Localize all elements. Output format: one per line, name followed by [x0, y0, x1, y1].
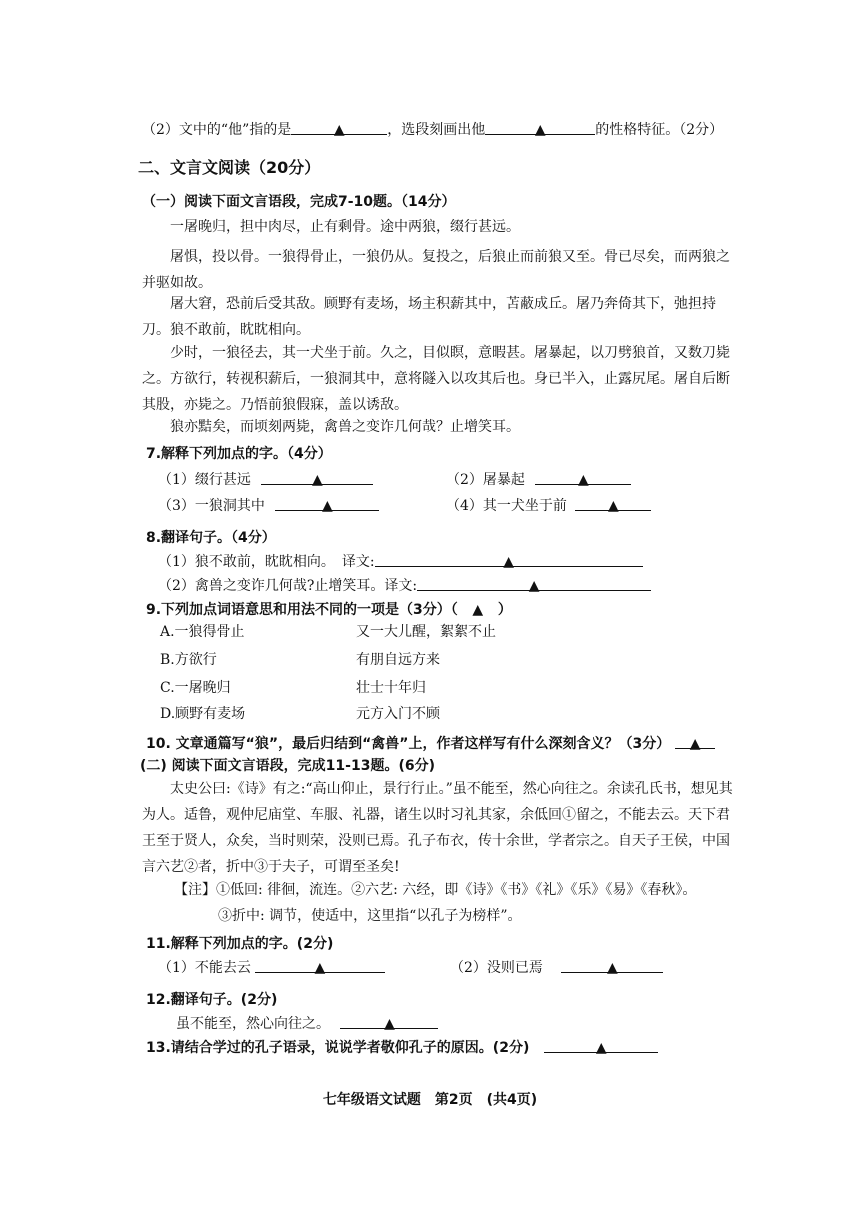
q62-post: 的性格特征。（2分）	[595, 122, 724, 138]
answer-blank[interactable]	[375, 552, 643, 570]
q7-item	[446, 496, 651, 516]
answer-triangle-icon: ▲	[314, 960, 326, 976]
answer-blank[interactable]	[561, 958, 663, 976]
q9-title-text: 9.下列加点词语意思和用法不同的一项是（3分）（	[146, 602, 458, 618]
answer-blank[interactable]	[544, 1038, 658, 1056]
passage1-paragraph: 一屠晚归，担中肉尽，止有剩骨。途中两狼，缀行甚远。	[170, 219, 520, 235]
part2-title: (二) 阅读下面文言语段，完成11-13题。(6分)	[140, 758, 435, 774]
q12-sentence	[176, 1014, 438, 1034]
answer-triangle-icon: ▲	[534, 122, 546, 138]
answer-blank[interactable]	[485, 120, 595, 138]
section-title: 二、文言文阅读（20分）	[138, 158, 321, 177]
answer-blank[interactable]	[275, 496, 379, 514]
q9-option-right: 元方入门不顾	[356, 706, 440, 722]
q9-option-left: B.方欲行	[160, 652, 217, 668]
q11-item-text: （2）没则已焉	[450, 960, 543, 976]
q62-mid: ，选段刻画出他	[387, 122, 486, 138]
q8-item	[158, 576, 651, 596]
q9-option-right: 有朋自远方来	[356, 652, 440, 668]
q62-pre: （2）文中的“他”指的是	[142, 122, 292, 138]
q8-title: 8.翻译句子。（4分）	[146, 530, 276, 546]
q10-text: 10. 文章通篇写“狼”，最后归结到“禽兽”上，作者这样写有什么深刻含义？（3分）	[146, 736, 671, 752]
answer-triangle-icon: ▲	[607, 498, 619, 514]
q9-option-left: A.一狼得骨止	[160, 624, 245, 640]
answer-blank[interactable]	[291, 120, 387, 138]
q13-text: 13.请结合学过的孔子语录，说说学者敬仰孔子的原因。(2分)	[146, 1040, 530, 1056]
q7-item-text: （1）缀行甚远	[158, 472, 251, 488]
q8-item-text: （1）狼不敢前，眈眈相向。 译文:	[158, 554, 375, 570]
q7-item	[158, 470, 373, 490]
q10	[146, 734, 715, 754]
answer-triangle-icon: ▲	[472, 602, 484, 618]
q9-option-right: 又一大儿醒，絮絮不止	[356, 624, 496, 640]
passage1-paragraph: 狼亦黠矣，而顷刻两毙，禽兽之变诈几何哉？止增笑耳。	[170, 419, 520, 435]
q9-close: ）	[497, 602, 512, 618]
q9-option-left: D.顾野有麦场	[160, 706, 246, 722]
answer-triangle-icon: ▲	[606, 960, 618, 976]
answer-blank[interactable]	[535, 470, 631, 488]
q12-title: 12.翻译句子。(2分)	[146, 992, 278, 1008]
answer-triangle-icon: ▲	[577, 472, 589, 488]
q11-item	[450, 958, 663, 978]
page-footer: 七年级语文试题 第2页 (共4页)	[322, 1092, 538, 1108]
answer-triangle-icon: ▲	[689, 736, 701, 752]
answer-blank[interactable]	[261, 470, 373, 488]
q8-item-text: （2）禽兽之变诈几何哉?止增笑耳。译文:	[158, 578, 418, 594]
q11-title: 11.解释下列加点的字。(2分)	[146, 936, 334, 952]
q12-sentence-text: 虽不能至，然心向往之。	[176, 1016, 330, 1032]
note-line: 【注】①低回: 徘徊，流连。②六艺: 六经，即《诗》《书》《礼》《乐》《易》《春秋》。	[174, 882, 697, 898]
answer-blank[interactable]	[675, 734, 715, 752]
q11-item-text: （1）不能去云	[158, 960, 251, 976]
q7-item	[158, 496, 379, 516]
answer-triangle-icon: ▲	[333, 122, 345, 138]
q7-item-text: （3）一狼洞其中	[158, 498, 265, 514]
answer-blank[interactable]	[575, 496, 651, 514]
answer-blank[interactable]	[340, 1014, 438, 1032]
q9-option-left: C.一屠晚归	[160, 680, 231, 696]
q9-title	[146, 600, 512, 620]
answer-triangle-icon: ▲	[528, 578, 540, 594]
q7-item	[446, 470, 631, 490]
q8-item	[158, 552, 643, 572]
answer-blank[interactable]	[417, 576, 651, 594]
q7-item-text: （4）其一犬坐于前	[446, 498, 567, 514]
part1-title: （一）阅读下面文言语段，完成7-10题。（14分）	[142, 194, 456, 210]
q7-title: 7.解释下列加点的字。（4分）	[146, 446, 332, 462]
q11-item	[158, 958, 385, 978]
q13	[146, 1038, 658, 1058]
q9-answer-slot[interactable]	[458, 600, 498, 620]
answer-triangle-icon: ▲	[503, 554, 515, 570]
passage1-paragraph: 屠大窘，恐前后受其敌。顾野有麦场，场主积薪其中，苫蔽成丘。屠乃奔倚其下，弛担持刀。狼不敢前，眈眈相向。	[142, 296, 716, 338]
answer-triangle-icon: ▲	[321, 498, 333, 514]
question-6-2	[142, 120, 723, 140]
passage1-paragraph: 少时，一狼径去，其一犬坐于前。久之，目似瞑，意暇甚。屠暴起，以刀劈狼首，又数刀毙之。方欲行，转视积薪后，一狼洞其中，意将隧入以攻其后也。身已半入，止露尻尾。屠自后断其股，亦毙之。乃悟前狼假寐，盖以诱敌。	[142, 345, 730, 413]
answer-triangle-icon: ▲	[595, 1040, 607, 1056]
answer-triangle-icon: ▲	[384, 1016, 395, 1032]
q9-option-right: 壮士十年归	[356, 680, 426, 696]
passage2-paragraph: 太史公曰:《诗》有之:“高山仰止，景行行止。”虽不能至，然心向往之。余读孔氏书，想见其为人。适鲁，观仲尼庙堂、车服、礼器，诸生以时习礼其家，余低回①留之，不能去云。天下君王至于贤人，众矣，当时则荣，没则已焉。孔子布衣，传十余世，学者宗之。自天子王侯，中国言六艺②者，折中③于夫子，可谓至圣矣!	[142, 781, 733, 875]
passage1-paragraph: 屠惧，投以骨。一狼得骨止，一狼仍从。复投之，后狼止而前狼又至。骨已尽矣，而两狼之并驱如故。	[142, 249, 730, 291]
note-line: ③折中: 调节，使适中，这里指“以孔子为榜样”。	[218, 908, 522, 924]
q7-item-text: （2）屠暴起	[446, 472, 525, 488]
answer-blank[interactable]	[255, 958, 385, 976]
answer-triangle-icon: ▲	[311, 472, 323, 488]
